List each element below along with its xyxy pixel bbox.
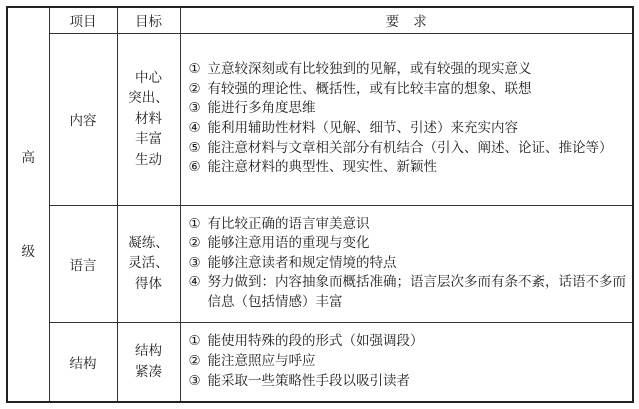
- header-item: 项目: [49, 7, 117, 33]
- target-line: 凝练、: [128, 234, 169, 251]
- row-language-target: [117, 205, 180, 322]
- requirement-item: ② 能注意照应与呼应: [188, 352, 316, 369]
- requirement-item: ⑤ 能注意材料与文章相关部分有机结合（引入、阐述、论证、推论等）: [188, 139, 613, 156]
- requirement-item: ④ 能利用辅助性材料（见解、细节、引述）来充实内容: [188, 120, 518, 136]
- target-line: 材料: [135, 110, 162, 127]
- requirement-item: ⑥ 能注意材料的典型性、现实性、新颖性: [188, 159, 437, 176]
- row-structure-requirements: [180, 322, 633, 402]
- row-structure-item: 结构: [49, 322, 117, 402]
- requirement-item: ① 有比较正确的语言审美意识: [188, 215, 370, 232]
- requirement-item: ③ 能够注意读者和规定情境的特点: [188, 254, 397, 271]
- target-line: 紧凑: [135, 363, 162, 380]
- grade-char-bottom: 级: [21, 243, 35, 260]
- requirement-item: ① 立意较深刻或有比较独到的见解，或有较强的现实意义: [188, 61, 532, 78]
- requirement-item: ④ 努力做到：内容抽象而概括准确；语言层次多而有条不紊，话语不多而信息（包括情感）丰富: [188, 274, 626, 310]
- header-target: 目标: [117, 7, 180, 33]
- row-language-requirements: [180, 205, 633, 322]
- requirement-item: ② 能够注意用语的重现与变化: [188, 235, 370, 252]
- row-content-target: [117, 33, 180, 205]
- row-content-item: 内容: [49, 33, 117, 205]
- target-line: 中心: [135, 69, 162, 86]
- header-requirement: [180, 7, 633, 33]
- target-line: 结构: [135, 343, 162, 360]
- target-line: 突出、: [128, 90, 169, 107]
- row-language-item: 语言: [49, 205, 117, 322]
- target-line: 丰富: [135, 131, 162, 148]
- target-line: 得体: [135, 275, 162, 292]
- header-requirement-label: 要求: [385, 14, 441, 31]
- target-line: 灵活、: [128, 255, 169, 272]
- row-structure-target: [117, 322, 180, 402]
- requirement-item: ① 能使用特殊的段的形式（如强调段）: [188, 333, 424, 350]
- requirement-item: ② 有较强的理论性、概括性，或有比较丰富的想象、联想: [188, 80, 532, 97]
- requirement-item: ③ 能进行多角度思维: [188, 100, 316, 117]
- evaluation-table: [6, 6, 634, 403]
- target-line: 生动: [135, 151, 162, 168]
- grade-cell: [7, 7, 49, 402]
- grade-char-top: 高: [21, 149, 35, 166]
- row-content-requirements: [180, 33, 633, 205]
- requirement-item: ③ 能采取一些策略性手段以吸引读者: [188, 372, 410, 389]
